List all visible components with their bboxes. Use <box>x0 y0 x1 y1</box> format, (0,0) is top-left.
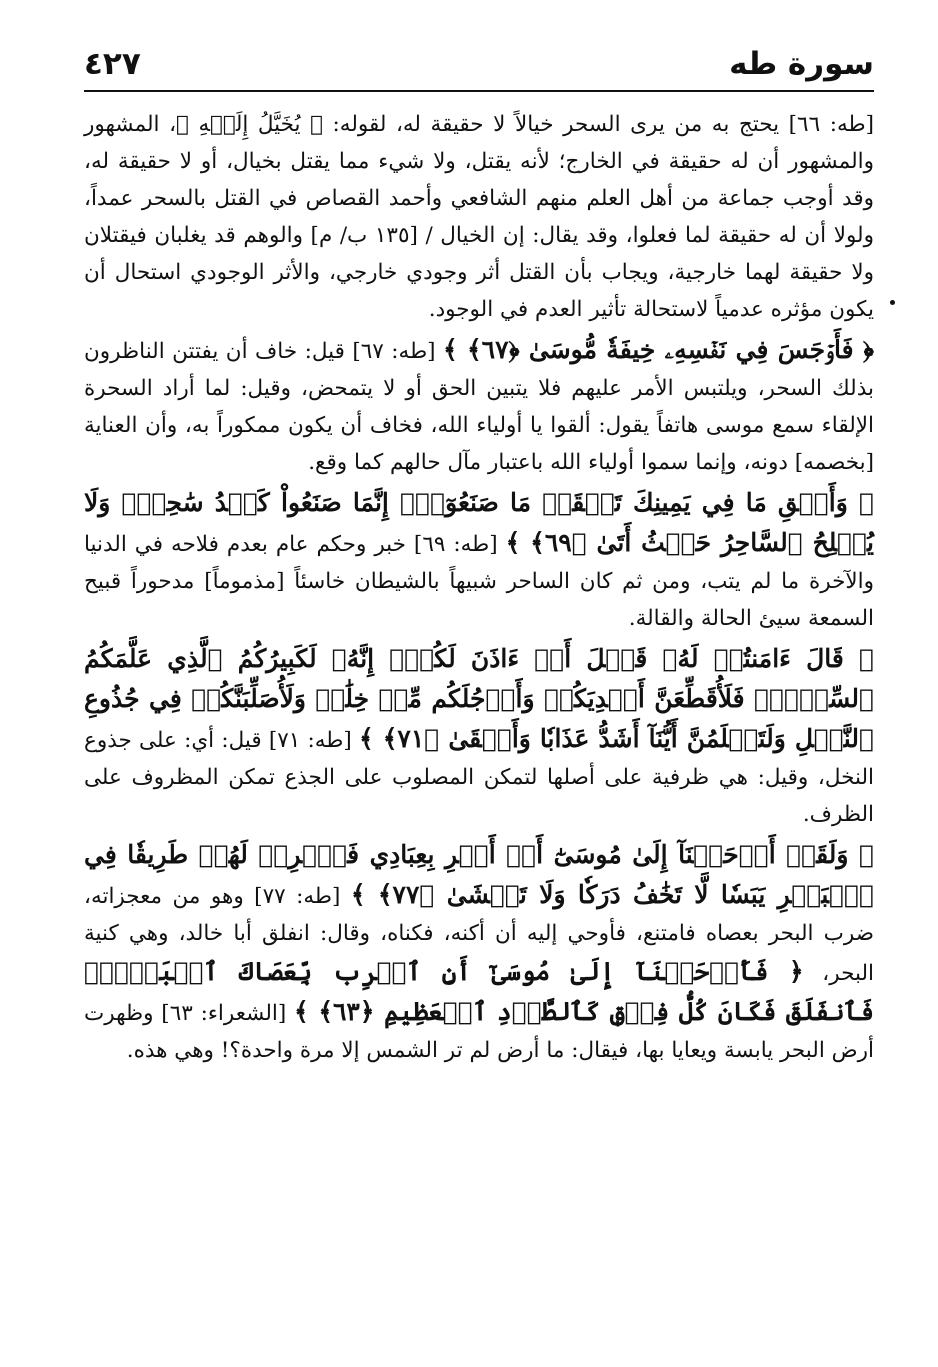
quran-verse: ﴿ قَالَ ءَامَنتُمۡ لَهُۥ قَبۡلَ أَنۡ ءَاذَنَ لَكُمۡۖ إِنَّهُۥ لَكَبِيرُكُمُ ٱلَّذِي عَلَّمَكُمُ ٱلسِّحۡرَۖ فَلَأُقَطِّعَنَّ أَيۡدِيَكُمۡ وَأَرۡجُلَكُم مِّنۡ خِلَٰفٖ وَلَأُصَلِّبَنَّكُمۡ فِي جُذُوعِ ٱلنَّخۡلِ وَلَتَعۡلَمُنَّ أَيُّنَآ أَشَدُّ عَذَابٗا وَأَبۡقَىٰ ﴿٧١﴾ ﴾ <box>84 644 874 753</box>
commentary-text: [طه: ٦٧] قيل: خاف أن يفتتن الناظرون بذلك السحر، ويلتبس الأمر عليهم فلا يتبين الحق أو لا يتمحض، وقيل: لما أراد السحرة الإلقاء سمع موسى هاتفاً يقول: ألقوا يا أولياء الله، فخاف أن يكون ممكوراً به، وأن العناية [بخصمه] دونه، وإنما سموا أولياء الله باعتبار مآل حالهم كما وقع. <box>84 339 874 475</box>
book-page <box>84 30 874 1069</box>
quran-verse: ﴿ فَأَوۡجَسَ فِي نَفۡسِهِۦ خِيفَةٗ مُّوسَىٰ ﴿٦٧﴾ ﴾ <box>443 335 874 364</box>
commentary-text: [طه: ٧٧] وهو من معجزاته، ضرب البحر بعصاه فامتنع، فأوحي إليه أن أكنه، فكناه، وقال: انفلق أبا خالد، وهي كنية البحر، <box>84 884 874 986</box>
paragraph-2 <box>84 330 874 481</box>
quran-verse: ﴿ وَلَقَدۡ أَوۡحَيۡنَآ إِلَىٰ مُوسَىٰٓ أَنۡ أَسۡرِ بِعِبَادِي فَٱضۡرِبۡ لَهُمۡ طَرِيقٗا فِي ٱلۡبَحۡرِ يَبَسٗا لَّا تَخَٰفُ دَرَكٗا وَلَا تَخۡشَىٰ ﴿٧٧﴾ ﴾ <box>84 840 874 909</box>
page-header <box>84 30 874 82</box>
quran-verse-2: ﴿ فَأَوۡحَيۡنَآ إِلَىٰ مُوسَىٰٓ أَنِ ٱضۡرِب بِّعَصَاكَ ٱلۡبَحۡرَۖ فَٱنفَلَقَ فَكَانَ كُلُّ فِرۡقٖ كَٱلطَّوۡدِ ٱلۡعَظِيمِ ﴿٦٣﴾ ﴾ <box>84 957 874 1026</box>
paragraph-4 <box>84 639 874 833</box>
commentary-text: [طه: ٦٩] خبر وحكم عام بعدم فلاحه في الدنيا والآخرة ما لم يتب، ومن ثم كان الساحر شبيهاً بالشيطان خاسئاً [مذموماً] مدحوراً قبيح السمعة سيئ الحالة والقالة. <box>84 532 874 631</box>
header-rule <box>84 90 874 92</box>
commentary-text: [طه: ٧١] قيل: أي: على جذوع النخل، وقيل: هي ظرفية على أصلها لتمكن المصلوب على الجذع تمكن المظروف على الظرف. <box>84 728 874 827</box>
paragraph-3 <box>84 483 874 637</box>
paragraph-1 <box>84 106 874 328</box>
paragraph-5 <box>84 835 874 1069</box>
commentary-text-2: [الشعراء: ٦٣] وظهرت أرض البحر يابسة ويعايا بها، فيقال: ما أرض لم تر الشمس إلا مرة واحدة؟! وهي هذه. <box>84 1001 874 1063</box>
surah-title: سورة طه <box>729 46 874 82</box>
quran-verse: ﴿ وَأَلۡقِ مَا فِي يَمِينِكَ تَلۡقَفۡ مَا صَنَعُوٓاْۖ إِنَّمَا صَنَعُواْ كَيۡدُ سَٰحِرٖۖ وَلَا يُفۡلِحُ ٱلسَّاحِرُ حَيۡثُ أَتَىٰ ﴿٦٩﴾ ﴾ <box>84 488 874 557</box>
page-number: ٤٢٧ <box>84 46 141 82</box>
margin-dot <box>890 300 895 305</box>
page-body <box>84 106 874 1069</box>
commentary-text: [طه: ٦٦] يحتج به من يرى السحر خيالاً لا حقيقة له، لقوله: ﴿ يُخَيَّلُ إِلَيۡهِ ﴾، المشهور والمشهور أن له حقيقة في الخارج؛ لأنه يقتل، ولا شيء مما يقتل بخيال، أو لا حقيقة له، وقد أوجب جماعة من أهل العلم منهم الشافعي وأحمد القصاص في القتل بالسحر عمداً، ولولا أن له حقيقة لما فعلوا، وقد يقال: إن الخيال / [١٣٥ ب/ م] والوهم قد يغلبان فيقتلان ولا حقيقة لهما خارجية، ويجاب بأن القتل أثر وجودي خارجي، والأثر الوجودي استحال أن يكون مؤثره عدمياً لاستحالة تأثير العدم في الوجود. <box>84 112 874 322</box>
